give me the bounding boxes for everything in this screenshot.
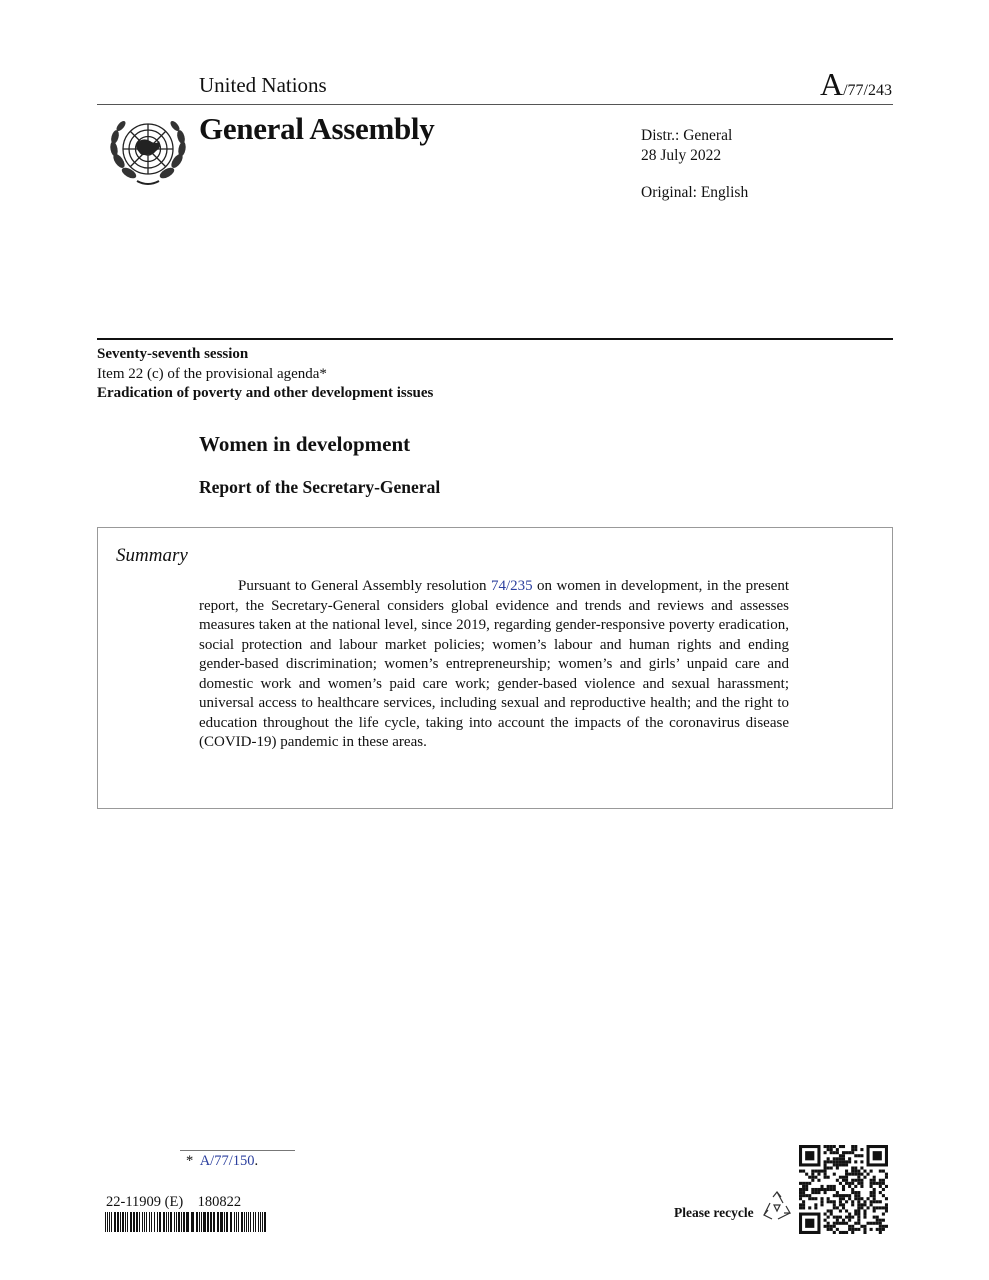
document-symbol xyxy=(820,66,892,103)
barcode-icon xyxy=(105,1212,269,1232)
original-language: Original: English xyxy=(641,184,749,201)
summary-heading: Summary xyxy=(116,545,188,566)
session-label: Seventy-seventh session xyxy=(97,346,249,362)
recycle-label: Please recycle xyxy=(674,1205,754,1220)
footnote-rule xyxy=(180,1150,295,1151)
issue-date: 28 July 2022 xyxy=(641,146,722,164)
summary-text-rest: on women in development, in the present report, the Secretary-General considers global evidence and trends and reviews and assesses measures taken at the national level, since 2019, regarding gender-responsive poverty eradication, social protection and labour market policies; women’s labour and human rights and ending gender-based discrimination; women’s entrepreneurship; women’s and girls’ unpaid care and domestic work and women’s paid care work; gender-based violence and sexual harassment; universal access to healthcare services, including sexual and reproductive health; and the right to education throughout the life cycle, taking into account the impacts of the coronavirus disease (COVID-19) pandemic in these areas. xyxy=(199,578,789,750)
body-title: General Assembly xyxy=(199,111,435,146)
agenda-block xyxy=(97,345,433,404)
un-emblem-icon xyxy=(103,113,193,191)
summary-text xyxy=(199,577,789,753)
document-title: Women in development xyxy=(199,432,411,456)
qr-code-icon xyxy=(799,1145,888,1234)
agenda-item: Item 22 (c) of the provisional agenda* xyxy=(97,365,327,382)
agenda-rule xyxy=(97,338,893,340)
footnote xyxy=(186,1153,258,1170)
job-number: 22-11909 (E) 180822 xyxy=(106,1194,242,1210)
symbol-number: /77/243 xyxy=(843,82,892,99)
agenda-topic: Eradication of poverty and other development issues xyxy=(97,385,434,401)
summary-text-start: Pursuant to General Assembly resolution xyxy=(238,578,491,594)
footnote-marker: * xyxy=(186,1153,194,1169)
footnote-link[interactable]: A/77/150 xyxy=(199,1153,255,1169)
header-rule xyxy=(97,104,893,105)
symbol-prefix: A xyxy=(820,66,844,102)
resolution-link[interactable]: 74/235 xyxy=(490,578,533,594)
org-name: United Nations xyxy=(199,73,327,97)
distribution-type: Distr.: General xyxy=(641,127,733,144)
footnote-end: . xyxy=(254,1153,259,1169)
recycle-icon xyxy=(762,1191,792,1223)
document-subtitle: Report of the Secretary-General xyxy=(199,477,441,497)
distribution-info xyxy=(641,126,732,165)
